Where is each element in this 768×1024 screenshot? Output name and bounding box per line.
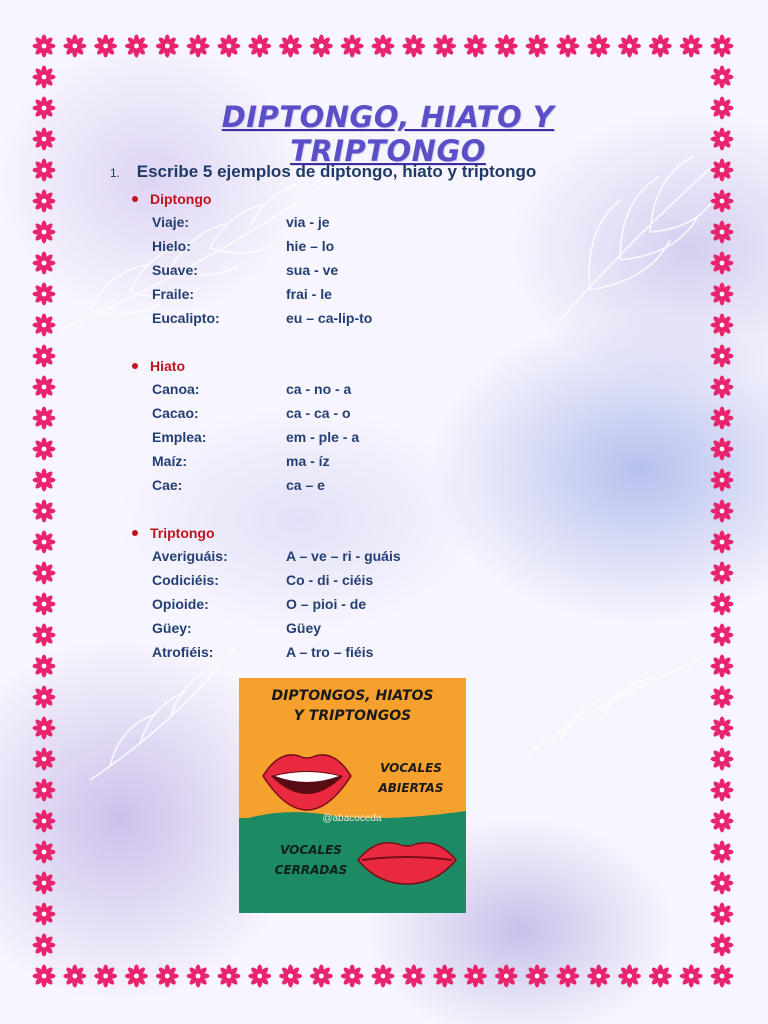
poster-handle: @abacoceda [322, 813, 382, 824]
example-row [132, 401, 359, 425]
section-title: Diptongo [150, 191, 212, 207]
poster-title [239, 686, 466, 726]
section-diptongo [132, 188, 372, 330]
example-word: Cacao: [152, 405, 199, 421]
example-word: Codiciéis: [152, 572, 219, 588]
example-row [132, 258, 372, 282]
example-word: Canoa: [152, 381, 200, 397]
example-row [132, 377, 359, 401]
example-syllables: ca – e [286, 477, 325, 493]
example-word: Viaje: [152, 214, 190, 230]
section-hiato [132, 355, 359, 497]
example-row [132, 449, 359, 473]
example-row [132, 425, 359, 449]
example-row [132, 210, 372, 234]
question-number: 1. [110, 166, 121, 180]
bullet-icon [132, 530, 138, 536]
open-vowels-label [361, 758, 461, 798]
closed-mouth-icon [354, 836, 460, 888]
example-word: Hielo: [152, 238, 191, 254]
example-syllables: via - je [286, 214, 330, 230]
example-syllables: O – pioi - de [286, 596, 367, 612]
closed-vowels-label [261, 840, 361, 880]
example-word: Opioide: [152, 596, 209, 612]
section-header [132, 522, 401, 544]
open-vowels-line: ABIERTAS [378, 781, 444, 795]
example-row [132, 473, 359, 497]
example-row [132, 234, 372, 258]
example-syllables: sua - ve [286, 262, 339, 278]
section-title: Hiato [150, 358, 185, 374]
section-triptongo [132, 522, 401, 664]
example-row [132, 592, 401, 616]
example-syllables: ca - no - a [286, 381, 352, 397]
bullet-icon [132, 363, 138, 369]
poster-title-line: DIPTONGOS, HIATOS [271, 688, 434, 704]
example-syllables: ca - ca - o [286, 405, 351, 421]
closed-vowels-line: CERRADAS [274, 863, 348, 877]
open-vowels-line: VOCALES [380, 761, 442, 775]
example-syllables: eu – ca-lip-to [286, 310, 373, 326]
example-row [132, 616, 401, 640]
example-row [132, 640, 401, 664]
example-syllables: frai - le [286, 286, 332, 302]
closed-vowels-line: VOCALES [280, 843, 342, 857]
example-syllables: ma - íz [286, 453, 330, 469]
example-syllables: Güey [286, 620, 322, 636]
question-text: Escribe 5 ejemplos de diptongo, hiato y triptongo [136, 162, 537, 181]
example-word: Eucalipto: [152, 310, 220, 326]
poster-title-line: Y TRIPTONGOS [293, 708, 412, 724]
bullet-icon [132, 196, 138, 202]
section-title: Triptongo [150, 525, 215, 541]
example-word: Maíz: [152, 453, 187, 469]
example-word: Güey: [152, 620, 192, 636]
vowels-poster-image [239, 678, 466, 913]
example-row [132, 544, 401, 568]
example-word: Averiguáis: [152, 548, 228, 564]
page-title: DIPTONGO, HIATO Y TRIPTONGO [221, 100, 555, 168]
example-word: Atrofiéis: [152, 644, 214, 660]
open-mouth-icon [259, 746, 355, 814]
example-syllables: em - ple - a [286, 429, 360, 445]
example-row [132, 568, 401, 592]
example-word: Suave: [152, 262, 198, 278]
example-row [132, 282, 372, 306]
example-word: Emplea: [152, 429, 207, 445]
example-syllables: A – ve – ri - guáis [286, 548, 401, 564]
question-1 [110, 162, 536, 182]
example-row [132, 306, 372, 330]
example-word: Fraile: [152, 286, 195, 302]
example-syllables: hie – lo [286, 238, 335, 254]
example-word: Cae: [152, 477, 183, 493]
section-header [132, 188, 372, 210]
section-header [132, 355, 359, 377]
example-syllables: A – tro – fiéis [286, 644, 374, 660]
example-syllables: Co - di - ciéis [286, 572, 374, 588]
